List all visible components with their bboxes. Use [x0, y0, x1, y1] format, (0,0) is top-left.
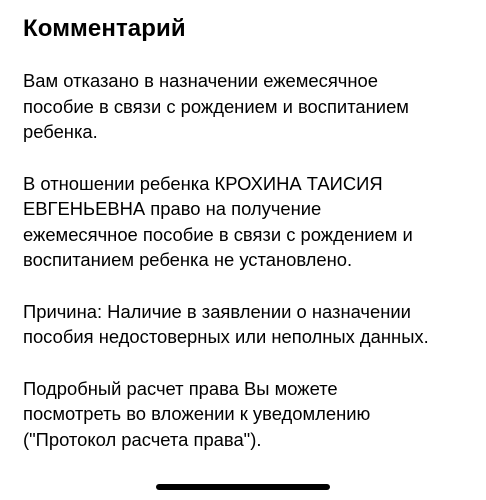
comment-paragraph-refusal: Вам отказано в назначении ежемесячное пособие в связи с рождением и воспитанием ребенка. [23, 70, 409, 142]
page-title: Комментарий [23, 15, 186, 42]
home-indicator[interactable] [156, 484, 330, 490]
comment-body [23, 68, 473, 478]
comment-paragraph-attachment: Подробный расчет права Вы можете посмотреть во вложении к уведомлению ("Протокол расчета права"). [23, 377, 371, 450]
comment-paragraph-child-status: В отношении ребенка КРОХИНА ТАИСИЯ ЕВГЕНЬЕВНА право на получение ежемесячное пособие в связи с рождением и воспитанием ребенка не установлено. [23, 172, 413, 270]
comment-paragraph-reason: Причина: Наличие в заявлении о назначении пособия недостоверных или неполных данных. [23, 300, 429, 347]
